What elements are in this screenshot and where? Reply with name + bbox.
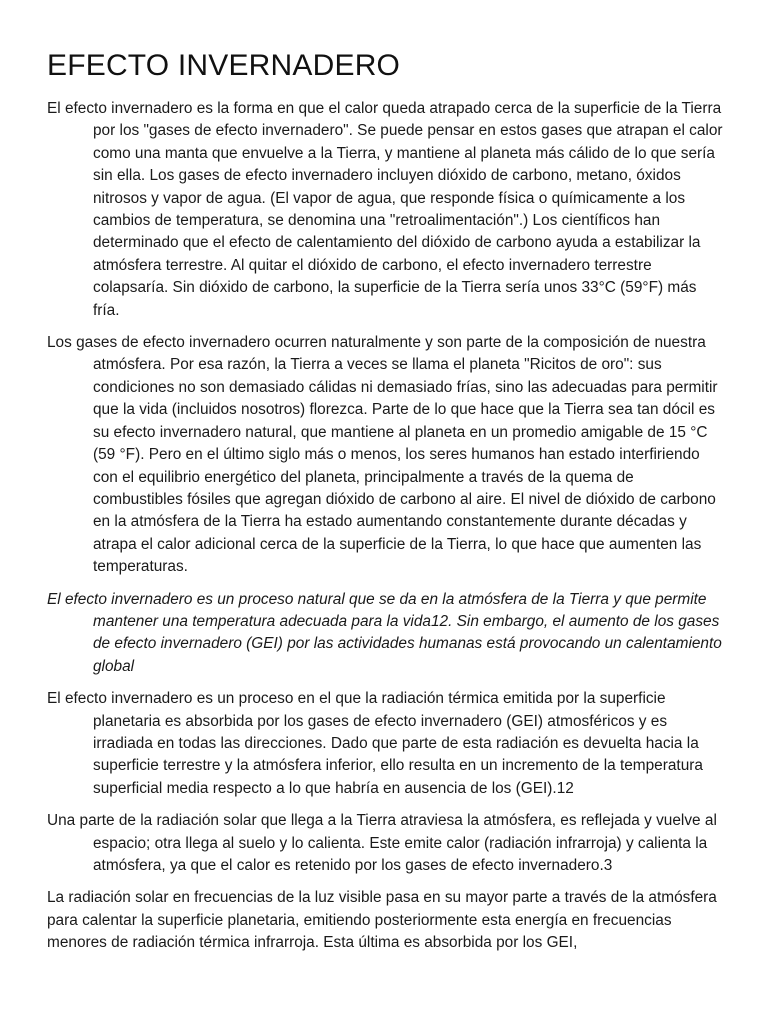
paragraph-3-italic: El efecto invernadero es un proceso natural que se da en la atmósfera de la Tierra y que permite mantener una temperatura adecuada para la vida12. Sin embargo, el aumento de los gases de efecto invernadero (GEI) por las actividades humanas está provocando un calentamiento global: [47, 590, 722, 675]
paragraph-1: El efecto invernadero es la forma en que el calor queda atrapado cerca de la superficie de la Tierra por los "gases de efecto invernadero". Se puede pensar en estos gases que atrapan el calor como una manta que envuelve a la Tierra, y mantiene al planeta más cálido de lo que sería sin ella. Los gases de efecto invernadero incluyen dióxido de carbono, metano, óxidos nitrosos y vapor de agua. (El vapor de agua, que responde física o químicamente a los cambios de temperatura, se denomina una "retroalimentación".) Los científicos han determinado que el efecto de calentamiento del dióxido de carbono ayuda a estabilizar la atmósfera terrestre. Al quitar el dióxido de carbono, el efecto invernadero terrestre colapsaría. Sin dióxido de carbono, la superficie de la Tierra sería unos 33°C (59°F) más fría.: [47, 100, 723, 319]
document-title: EFECTO INVERNADERO: [47, 49, 401, 82]
paragraph-5: Una parte de la radiación solar que llega a la Tierra atraviesa la atmósfera, es reflejada y vuelve al espacio; otra llega al suelo y lo calienta. Este emite calor (radiación infrarroja) y calienta la atmósfera, ya que el calor es retenido por los gases de efecto invernadero.3: [47, 812, 717, 874]
paragraph-6: La radiación solar en frecuencias de la luz visible pasa en su mayor parte a través de la atmósfera para calentar la superficie planetaria, emitiendo posteriormente esta energía en frecuencias menores de radiación térmica infrarroja. Esta última es absorbida por los GEI,: [47, 889, 717, 952]
paragraph-4: El efecto invernadero es un proceso en el que la radiación térmica emitida por la superficie planetaria es absorbida por los gases de efecto invernadero (GEI) atmosféricos y es irradiada en todas las direcciones. Dado que parte de esta radiación es devuelta hacia la superficie terrestre y la atmósfera inferior, ello resulta en un incremento de la temperatura superficial media respecto a lo que habría en ausencia de los (GEI).12: [47, 690, 703, 797]
paragraph-2: Los gases de efecto invernadero ocurren naturalmente y son parte de la composición de nuestra atmósfera. Por esa razón, la Tierra a veces se llama el planeta "Ricitos de oro": sus condiciones no son demasiado cálidas ni demasiado frías, sino las adecuadas para permitir que la vida (incluidos nosotros) florezca. Parte de lo que hace que la Tierra sea tan dócil es su efecto invernadero natural, que mantiene al planeta en un promedio amigable de 15 °C (59 °F). Pero en el último siglo más o menos, los seres humanos han estado interfiriendo con el equilibrio energético del planeta, principalmente a través de la quema de combustibles fósiles que agregan dióxido de carbono al aire. El nivel de dióxido de carbono en la atmósfera de la Tierra ha estado aumentando constantemente durante décadas y atrapa el calor adicional cerca de la superficie de la Tierra, lo que hace que aumenten las temperaturas.: [47, 334, 718, 576]
